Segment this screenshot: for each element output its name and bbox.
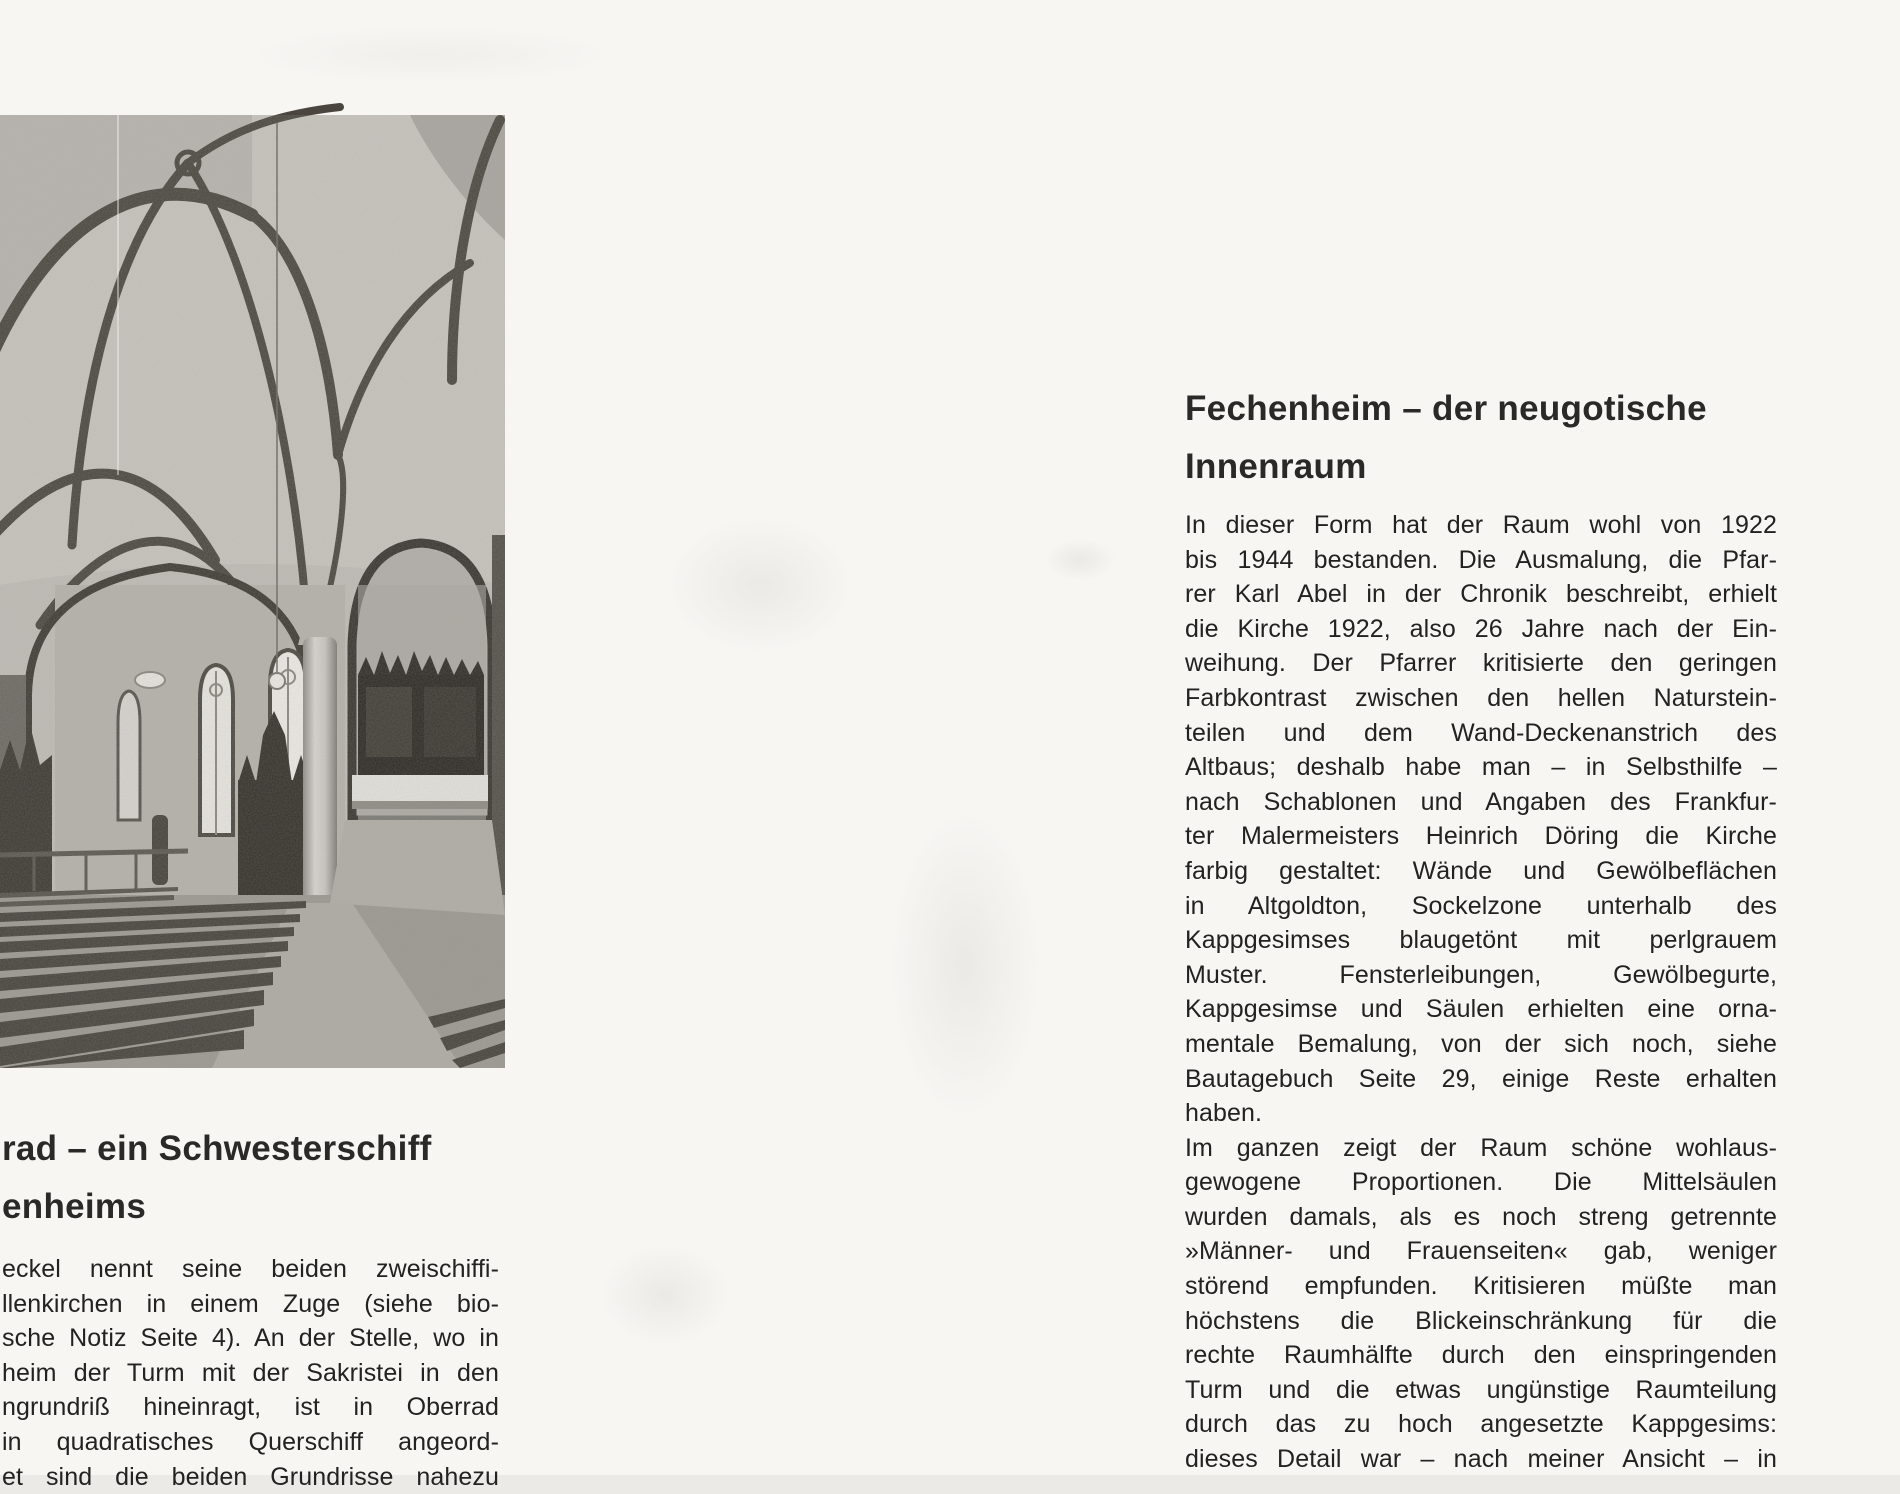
- text-line: In dieser Form hat der Raum wohl von 1922: [1185, 511, 1777, 539]
- text-line: höchstens die Blickeinschränkung für die: [1185, 1306, 1777, 1335]
- right-article-title: [1185, 380, 1825, 496]
- text-line: ngrundriß hineinragt, ist in Oberrad: [2, 1393, 499, 1422]
- text-line: in quadratisches Querschiff angeord-: [2, 1427, 499, 1456]
- text-line: Muster. Fensterleibungen, Gewölbegurte,: [1185, 960, 1777, 989]
- text-line: in Altgoldton, Sockelzone unterhalb des: [1185, 891, 1777, 920]
- scan-smudge: [170, 15, 690, 95]
- text-line: die Kirche 1922, also 26 Jahre nach der Ein-: [1185, 614, 1777, 643]
- text-line: rer Karl Abel in der Chronik beschreibt, erhielt: [1185, 580, 1777, 609]
- title-line: Fechenheim – der neugotische: [1185, 389, 1707, 428]
- scan-smudge: [575, 1225, 755, 1365]
- text-line: dieses Detail war – nach meiner Ansicht – in: [1185, 1445, 1777, 1474]
- text-line: eckel nennt seine beiden zweischiffi-: [2, 1255, 499, 1283]
- text-line: farbig gestaltet: Wände und Gewölbeflächen: [1185, 856, 1777, 885]
- scan-smudge: [630, 490, 890, 680]
- title-line: Innenraum: [1185, 447, 1367, 486]
- church-interior-illustration: [0, 115, 505, 1068]
- text-line: wurden damals, als es noch streng getrennte: [1185, 1202, 1777, 1231]
- text-line: Kappgesimses blaugetönt mit perlgrauem: [1185, 926, 1777, 955]
- left-article-body: [2, 1252, 499, 1494]
- text-line: rechte Raumhälfte durch den einspringenden: [1185, 1341, 1777, 1370]
- text-line: et sind die beiden Grundrisse nahezu: [2, 1462, 499, 1491]
- text-line: Farbkontrast zwischen den hellen Naturstein-: [1185, 683, 1777, 712]
- text-line: sche Notiz Seite 4). An der Stelle, wo in: [2, 1324, 499, 1353]
- scan-smudge: [1030, 530, 1130, 590]
- text-line: gewogene Proportionen. Die Mittelsäulen: [1185, 1168, 1777, 1197]
- left-article-title: [2, 1120, 522, 1236]
- text-line: teilen und dem Wand-Deckenanstrich des: [1185, 718, 1777, 747]
- text-line: Kappgesimse und Säulen erhielten eine orna-: [1185, 995, 1777, 1024]
- text-line: Turm und die etwas ungünstige Raumteilung: [1185, 1375, 1777, 1404]
- text-line: Im ganzen zeigt der Raum schöne wohlaus-: [1185, 1133, 1777, 1162]
- text-line: ter Malermeisters Heinrich Döring die Kirche: [1185, 822, 1777, 851]
- text-line: durch das zu hoch angesetzte Kappgesims:: [1185, 1410, 1777, 1439]
- text-line: »Männer- und Frauenseiten« gab, weniger: [1185, 1237, 1777, 1266]
- text-line: Bautagebuch Seite 29, einige Reste erhalten: [1185, 1064, 1777, 1093]
- scan-smudge: [860, 750, 1070, 1180]
- title-line: enheims: [2, 1187, 147, 1226]
- text-line: mentale Bemalung, von der sich noch, siehe: [1185, 1029, 1777, 1058]
- title-line: rad – ein Schwesterschiff: [2, 1129, 432, 1168]
- text-line: heim der Turm mit der Sakristei in den: [2, 1358, 499, 1387]
- text-line: weihung. Der Pfarrer kritisierte den geringen: [1185, 649, 1777, 678]
- right-article-body: [1185, 508, 1777, 1477]
- text-line: haben.: [1185, 1099, 1263, 1128]
- text-line: bis 1944 bestanden. Die Ausmalung, die Pfar-: [1185, 545, 1777, 574]
- text-line: störend empfunden. Kritisieren müßte man: [1185, 1272, 1777, 1301]
- church-interior-photo: [0, 115, 505, 1068]
- text-line: nach Schablonen und Angaben des Frankfur-: [1185, 787, 1777, 816]
- halftone-grain: [0, 115, 505, 1068]
- text-line: llenkirchen in einem Zuge (siehe bio-: [2, 1289, 499, 1318]
- text-line: Altbaus; deshalb habe man – in Selbsthilfe –: [1185, 753, 1777, 782]
